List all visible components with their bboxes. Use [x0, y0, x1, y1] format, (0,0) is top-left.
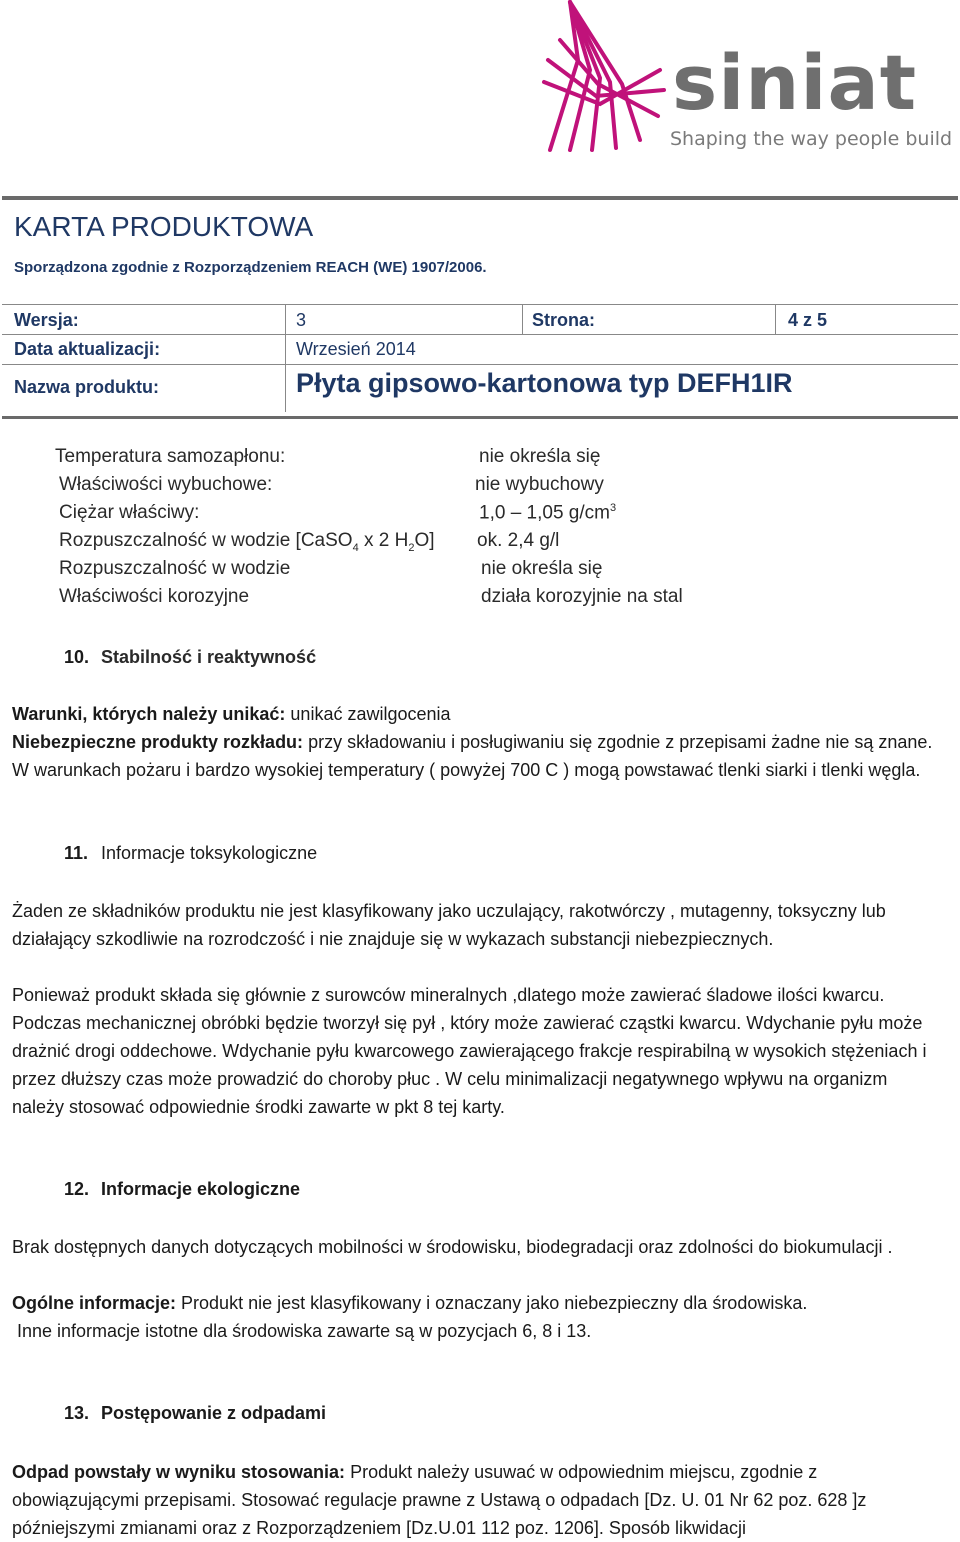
version-value: 3: [296, 310, 307, 330]
section-number: 12.: [64, 1179, 90, 1199]
paragraph: Ponieważ produkt składa się głównie z surowców mineralnych ,dlatego może zawierać śladowe ilości kwarcu. Podczas mechanicznej obróbki będzie tworzył się pył , który może zawierać cząstki kwarcu. Wdychanie pyłu może drażnić drogi oddechowe. Wdychanie pyłu kwarcowego zawierającego frakcje respirabilną w wysokich stężeniach i przez dłuższy czas może prowadzić do choroby płuc . W celu minimalizacji negatywnego wpływu na organizm należy stosować odpowiednie środki zawarte w pkt 8 tej karty.: [12, 985, 927, 1117]
section-title: Postępowanie z odpadami: [101, 1403, 327, 1423]
paragraph: Żaden ze składników produktu nie jest klasyfikowany jako uczulający, rakotwórczy , mutagenny, toksyczny lub działający szkodliwie na rozrodczość i nie znajduje się w wykazach substancji niebezpiecznych.: [12, 901, 886, 949]
property-value: ok. 2,4 g/l: [477, 530, 560, 551]
paragraph: Odpad powstały w wyniku stosowania: Produkt należy usuwać w odpowiednim miejscu, zgodnie z obowiązującymi przepisami. Stosować regulacje prawne z Ustawą o odpadach [Dz. U. 01 Nr 62 poz. 628 ]z późniejszymi zmianami oraz z Rozporządzeniem [Dz.U.01 112 poz. 1206]. Sposób likwidacji: [12, 1462, 867, 1538]
property-label: Temperatura samozapłonu:: [55, 446, 286, 467]
property-value: nie wybuchowy: [475, 474, 604, 495]
paragraph: Warunki, których należy unikać: unikać zawilgocenia: [12, 704, 451, 724]
property-label: Właściwości wybuchowe:: [59, 474, 273, 495]
paragraph: Brak dostępnych danych dotyczących mobilności w środowisku, biodegradacji oraz zdolności do biokumulacji .: [12, 1237, 893, 1257]
header-column-divider: [285, 304, 286, 412]
paragraph: Niebezpieczne produkty rozkładu: przy składowaniu i posługiwaniu się zgodnie z przepisami żadne nie są znane. W warunkach pożaru i bardzo wysokiej temperatury ( powyżej 700 C ) mogą powstawać tlenki siarki i tlenki węgla.: [12, 732, 933, 780]
brand-name: siniat: [672, 38, 918, 127]
date-value: Wrzesień 2014: [296, 339, 416, 359]
paragraph: Ogólne informacje: Produkt nie jest klasyfikowany i oznaczany jako niebezpieczny dla środowiska.: [12, 1293, 808, 1313]
section-title: Stabilność i reaktywność: [101, 647, 317, 667]
section-title: Informacje ekologiczne: [101, 1179, 301, 1199]
property-value: działa korozyjnie na stal: [481, 586, 683, 607]
property-label: Rozpuszczalność w wodzie: [59, 558, 291, 579]
date-label: Data aktualizacji:: [14, 339, 161, 359]
header-divider: [2, 364, 958, 365]
page-value: 4 z 5: [788, 310, 828, 330]
version-label: Wersja:: [14, 310, 79, 330]
property-label: Rozpuszczalność w wodzie [CaSO$_4$ x 2 $H_2O$]: [59, 530, 435, 554]
document-title: KARTA PRODUKTOWA: [14, 211, 314, 242]
document-subtitle: Sporządzona zgodnie z Rozporządzeniem REACH (WE) 1907/2006.: [14, 259, 487, 276]
property-value: nie określa się: [479, 446, 601, 467]
property-label: Ciężar właściwy:: [59, 502, 200, 523]
property-label: Właściwości korozyjne: [59, 586, 250, 607]
property-value: 1,0 – 1,05 $g/cm^3$: [479, 502, 617, 524]
page-label: Strona:: [532, 310, 595, 330]
header-divider: [2, 304, 958, 305]
header-column-divider: [522, 304, 523, 334]
paragraph: Inne informacje istotne dla środowiska zawarte są w pozycjach 6, 8 i 13.: [12, 1321, 592, 1341]
section-number: 11.: [64, 843, 89, 863]
product-label: Nazwa produktu:: [14, 377, 160, 397]
header-column-divider: [775, 304, 776, 334]
brand-tagline: Shaping the way people build: [670, 128, 953, 150]
property-value: nie określa się: [481, 558, 603, 579]
section-number: 13.: [64, 1403, 90, 1423]
siniat-swirl-icon: [540, 0, 670, 160]
header-divider: [2, 334, 958, 335]
product-name: Płyta gipsowo-kartonowa typ DEFH1IR: [296, 368, 793, 398]
section-title: Informacje toksykologiczne: [101, 843, 318, 863]
section-number: 10.: [64, 647, 90, 667]
